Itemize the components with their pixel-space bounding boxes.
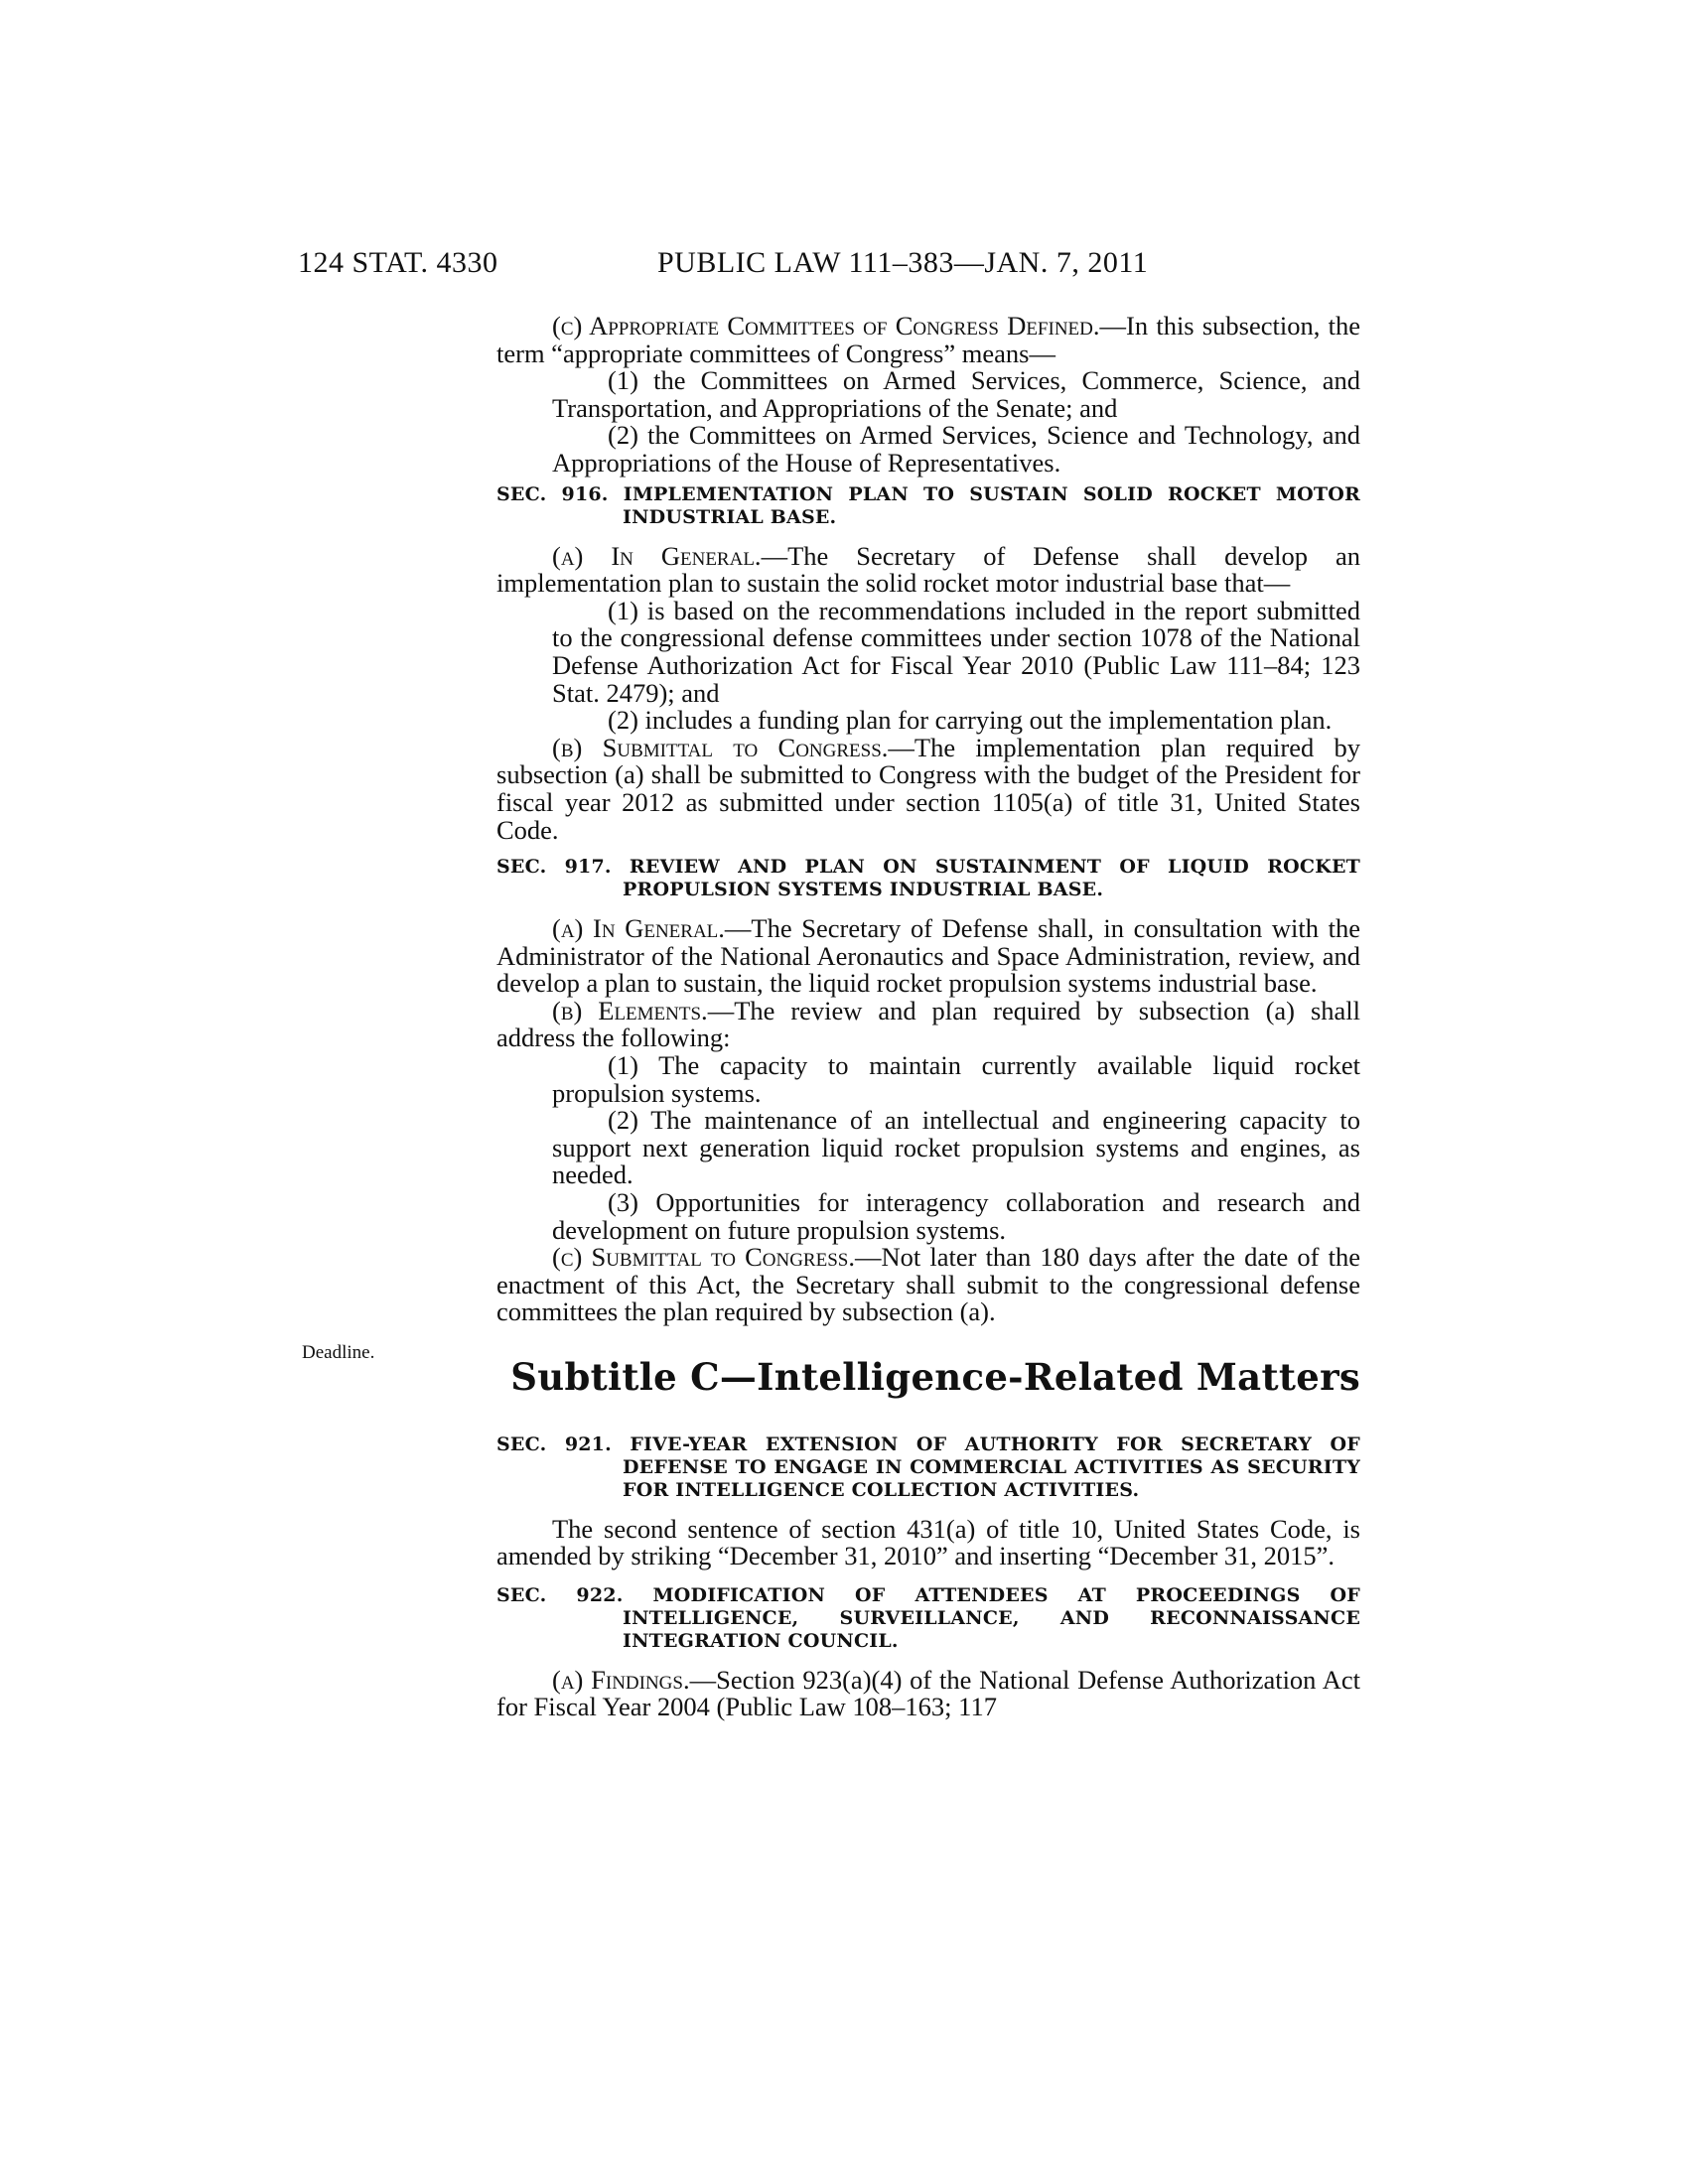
sec917-b-paragraph-3: (3) Opportunities for interagency collaboration and research and development on future propulsion systems. [552, 1187, 1360, 1245]
sec915-subsection-c [496, 313, 1360, 367]
sec915-c-paragraph-2: (2) the Committees on Armed Services, Science and Technology, and Appropriations of the House of Representatives. [552, 420, 1360, 478]
subsection-heading: (c) Submittal to Congress. [552, 1242, 855, 1273]
sec915-c-paragraph-1: (1) the Committees on Armed Services, Commerce, Science, and Transportation, and Appropriations of the Senate; and [552, 365, 1360, 423]
sec916-a-paragraph-2: (2) includes a funding plan for carrying out the implementation plan. [608, 705, 1333, 736]
sec916-subsection-a [496, 540, 1360, 599]
subsection-heading: (b) Elements. [552, 995, 708, 1025]
sec917-subsection-c [496, 1244, 1360, 1326]
margin-note-deadline: Deadline. [302, 1342, 375, 1363]
section-922-title: SEC. 922. MODIFICATION OF ATTENDEES AT PROCEEDINGS OF INTELLIGENCE, SURVEILLANCE, AND RECONNAISSANCE INTEGRATION COUNCIL. [496, 1583, 1360, 1652]
public-law-citation: PUBLIC LAW 111–383—JAN. 7, 2011 [657, 246, 1149, 279]
subsection-text: —The Secretary of Defense shall develop an implementation plan to sustain the solid rocket motor industrial base that— [496, 540, 1360, 599]
subtitle-heading: Subtitle C—Intelligence-Related Matters [510, 1355, 1360, 1399]
document-body [496, 313, 1360, 1721]
sec917-subsection-a [496, 915, 1360, 998]
sec916-a-paragraph-1: (1) is based on the recommendations included in the report submitted to the congressional defense committees under section 1078 of the National Defense Authorization Act for Fiscal Year 2010 (Public Law 111–84; 123 Stat. 2479); and [552, 595, 1360, 708]
page-header [298, 246, 1370, 286]
subsection-heading: (c) Appropriate Committees of Congress Defined. [552, 311, 1100, 341]
sec921-text: The second sentence of section 431(a) of title 10, United States Code, is amended by striking “December 31, 2010” and inserting “December 31, 2015”. [496, 1513, 1360, 1571]
section-916-title: SEC. 916. IMPLEMENTATION PLAN TO SUSTAIN SOLID ROCKET MOTOR INDUSTRIAL BASE. [496, 482, 1360, 528]
sec917-subsection-b [496, 995, 1360, 1053]
subsection-heading: (a) Findings. [552, 1664, 690, 1695]
subsection-text: —Section 923(a)(4) of the National Defense Authorization Act for Fiscal Year 2004 (Public Law 108–163; 117 [496, 1664, 1360, 1722]
subsection-text: —In this subsection, the term “appropriate committees of Congress” means— [496, 311, 1360, 368]
sec917-b-paragraph-2: (2) The maintenance of an intellectual and engineering capacity to support next generation liquid rocket propulsion systems and engines, as needed. [552, 1105, 1360, 1190]
subsection-heading: (a) In General. [552, 540, 762, 571]
subsection-text: —The review and plan required by subsection (a) shall address the following: [496, 995, 1360, 1053]
stat-citation: 124 STAT. 4330 [298, 246, 498, 279]
sec917-b-paragraph-1: (1) The capacity to maintain currently available liquid rocket propulsion systems. [552, 1050, 1360, 1108]
subsection-text: —Not later than 180 days after the date of the enactment of this Act, the Secretary shall submit to the congressional defense committees the plan required by subsection (a). [496, 1242, 1360, 1327]
section-917-title: SEC. 917. REVIEW AND PLAN ON SUSTAINMENT OF LIQUID ROCKET PROPULSION SYSTEMS INDUSTRIAL BASE. [496, 856, 1360, 901]
section-921-title: SEC. 921. FIVE-YEAR EXTENSION OF AUTHORITY FOR SECRETARY OF DEFENSE TO ENGAGE IN COMMERCIAL ACTIVITIES AS SECURITY FOR INTELLIGENCE COLLECTION ACTIVITIES. [496, 1433, 1360, 1501]
subsection-text: —The implementation plan required by subsection (a) shall be submitted to Congress with the budget of the President for fiscal year 2012 as submitted under section 1105(a) of title 31, United States Code. [496, 732, 1360, 845]
sec916-subsection-b [496, 732, 1360, 845]
subsection-heading: (b) Submittal to Congress. [552, 732, 889, 762]
sec922-subsection-a [496, 1664, 1360, 1722]
subsection-text: —The Secretary of Defense shall, in consultation with the Administrator of the National Aeronautics and Space Administration, review, and develop a plan to sustain, the liquid rocket propulsion systems industrial base. [496, 913, 1360, 999]
subsection-heading: (a) In General. [552, 913, 725, 944]
